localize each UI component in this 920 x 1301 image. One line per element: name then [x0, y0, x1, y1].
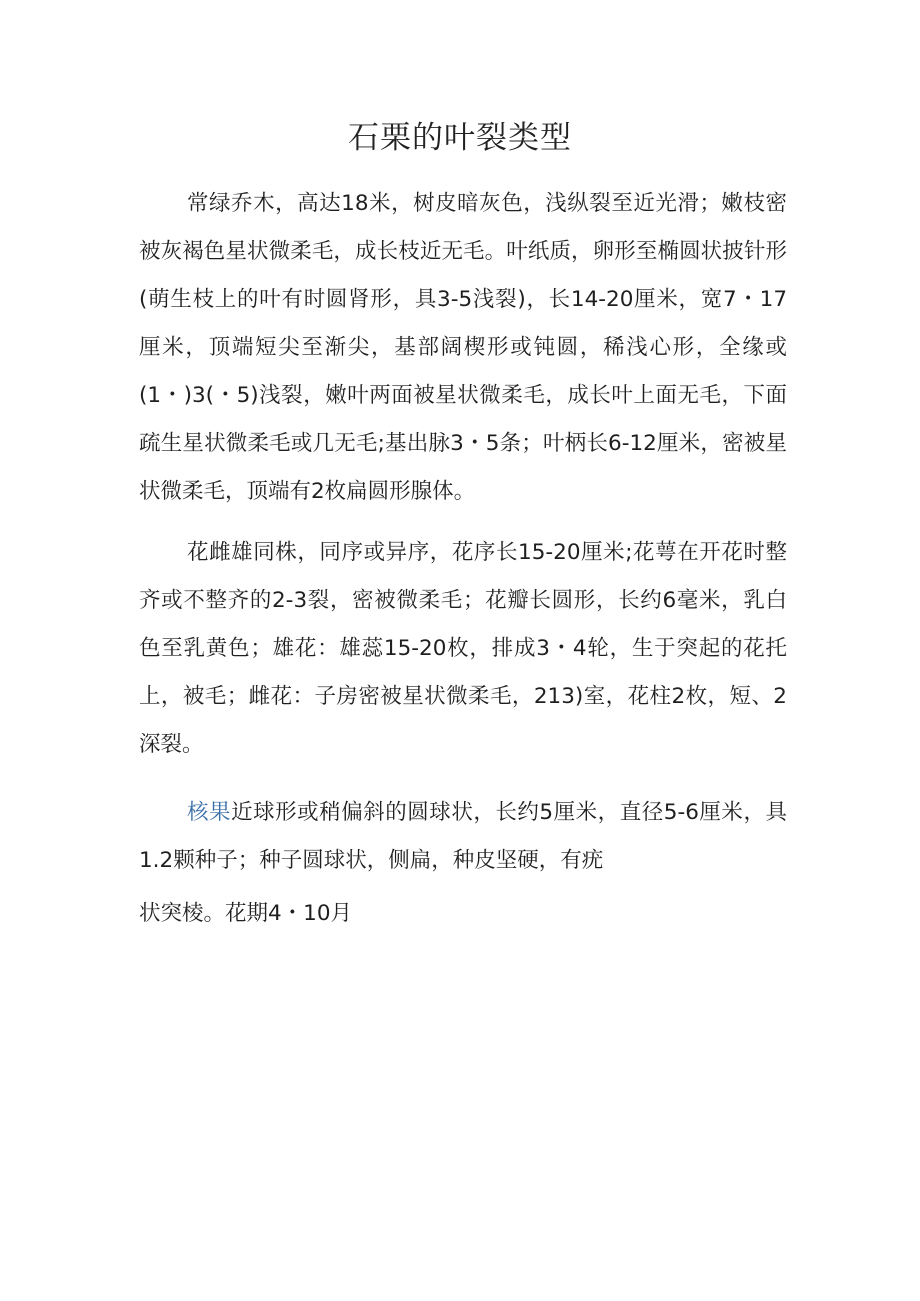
fruit-description-text: 近球形或稍偏斜的圆球状，长约5厘米，直径5-6厘米，具1.2颗种子；种子圆球状，侧扁，种皮坚硬，有疣 — [139, 800, 787, 873]
paragraph-flowering-period: 状突棱。花期4・10月 — [139, 901, 353, 926]
drupe-link[interactable]: 核果 — [187, 800, 232, 825]
paragraph-leaf-description: 常绿乔木，高达18米，树皮暗灰色，浅纵裂至近光滑；嫩枝密被灰褐色星状微柔毛，成长枝近无毛。叶纸质，卵形至椭圆状披针形(萌生枝上的叶有时圆肾形，具3-5浅裂)，长14-20厘米，宽7・17厘米，顶端短尖至渐尖，基部阔楔形或钝圆，稀浅心形，全缘或(1・)3(・5)浅裂，嫩叶两面被星状微柔毛，成长叶上面无毛，下面疏生星状微柔毛或几无毛;基出脉3・5条；叶柄长6-12厘米，密被星状微柔毛，顶端有2枚扁圆形腺体。 — [139, 191, 787, 504]
paragraph-fruit-description — [139, 789, 787, 885]
paragraph-flower-description: 花雌雄同株，同序或异序，花序长15-20厘米;花萼在开花时整齐或不整齐的2-3裂，密被微柔毛；花瓣长圆形，长约6毫米，乳白色至乳黄色；雄花：雄蕊15-20枚，排成3・4轮，生于突起的花托上，被毛；雌花：子房密被星状微柔毛，213)室，花柱2枚，短、2深裂。 — [139, 540, 787, 757]
document-title: 石栗的叶裂类型 — [348, 120, 572, 156]
